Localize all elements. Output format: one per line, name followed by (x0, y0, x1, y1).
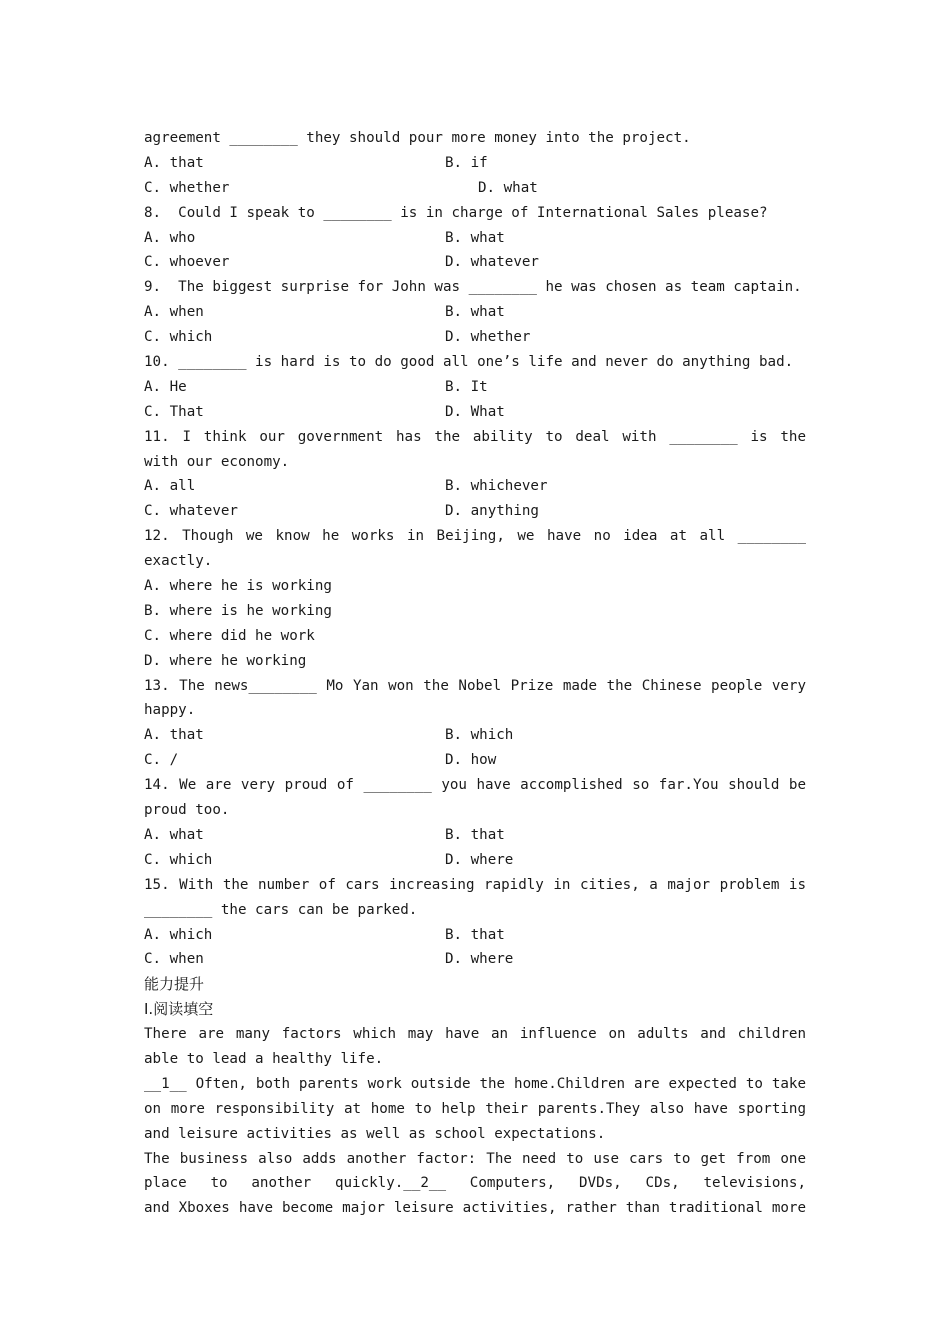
option-d: D. where (445, 851, 514, 868)
option-b: B. that (445, 826, 505, 843)
question-7-options-row-1 (144, 151, 806, 176)
option-b: B. that (445, 926, 505, 943)
worksheet-page (144, 126, 806, 1221)
question-8-options-row-1 (144, 226, 806, 251)
question-10-options-row-1 (144, 375, 806, 400)
section-title: 能力提升 (144, 975, 205, 994)
question-9-options-row-2 (144, 325, 806, 350)
question-9-options-row-1 (144, 300, 806, 325)
question-14-options-row-2 (144, 848, 806, 873)
option-b: B. whichever (445, 478, 548, 495)
option-b: B. what (445, 229, 505, 246)
passage-paragraph-2-line-3: and leisure activities as well as school expectations. (144, 1125, 606, 1142)
question-13-options-row-1 (144, 723, 806, 748)
question-13-stem-line-2: happy. (144, 702, 196, 719)
option-c: C. That (144, 403, 204, 420)
option-c: C. where did he work (144, 627, 315, 644)
question-7-stem: agreement ________ they should pour more money into the project. (144, 130, 691, 146)
option-d: D. anything (445, 503, 539, 520)
passage-paragraph-3-line-3: and Xboxes have become major leisure activities, rather than traditional more (144, 1200, 806, 1217)
question-14-options-row-1 (144, 823, 806, 848)
option-c: C. whether (144, 179, 230, 196)
option-c: C. / (144, 752, 179, 769)
passage-paragraph-2-line-1: __1__ Often, both parents work outside the home.Children are expected to take (144, 1075, 806, 1092)
question-11-options-row-1 (144, 474, 806, 499)
question-11-stem-line-1: 11. I think our government has the ability to deal with ________ is the (144, 428, 806, 445)
question-15-options-row-2 (144, 947, 806, 972)
question-8-options-row-2 (144, 250, 806, 275)
option-b: B. where is he working (144, 602, 332, 619)
question-10-stem: 10. ________ is hard is to do good all one’s life and never do anything bad. (144, 354, 794, 371)
question-8-stem: 8. Could I speak to ________ is in charge of International Sales please? (144, 204, 768, 221)
question-15-stem-line-1: 15. With the number of cars increasing rapidly in cities, a major problem is (144, 876, 806, 893)
option-d: D. what (478, 179, 538, 196)
option-c: C. whoever (144, 254, 230, 271)
option-a: A. that (144, 727, 204, 744)
question-11-options-row-2 (144, 499, 806, 524)
section-subtitle: I.阅读填空 (144, 1000, 214, 1019)
question-13-options-row-2 (144, 748, 806, 773)
passage-paragraph-1-line-2: able to lead a healthy life. (144, 1050, 384, 1067)
question-15-stem-line-2: ________ the cars can be parked. (144, 901, 418, 918)
option-d: D. where (445, 951, 514, 968)
option-a: A. which (144, 926, 213, 943)
option-b: B. what (445, 304, 505, 321)
passage-paragraph-1-line-1: There are many factors which may have an influence on adults and children (144, 1026, 806, 1043)
passage-paragraph-2-line-2: on more responsibility at home to help their parents.They also have sporting (144, 1100, 806, 1117)
question-14-stem-line-1: 14. We are very proud of ________ you have accomplished so far.You should be (144, 777, 806, 794)
option-a: A. who (144, 229, 196, 246)
option-d: D. where he working (144, 652, 307, 669)
option-c: C. which (144, 329, 213, 346)
question-15-options-row-1 (144, 923, 806, 948)
option-b: B. if (445, 154, 488, 171)
question-9-stem: 9. The biggest surprise for John was ________ he was chosen as team captain. (144, 279, 802, 296)
option-d: D. whatever (445, 254, 539, 271)
question-12-stem-line-1: 12. Though we know he works in Beijing, we have no idea at all ________ (144, 528, 806, 545)
option-a: A. all (144, 478, 196, 495)
question-12-stem-line-2: exactly. (144, 553, 213, 570)
question-10-options-row-2 (144, 400, 806, 425)
option-a: A. where he is working (144, 578, 332, 595)
option-d: D. whether (445, 329, 531, 346)
question-14-stem-line-2: proud too. (144, 802, 230, 819)
question-13-stem-line-1: 13. The news________ Mo Yan won the Nobel Prize made the Chinese people very (144, 677, 806, 694)
option-d: D. how (445, 752, 497, 769)
option-c: C. whatever (144, 503, 238, 520)
option-b: B. It (445, 378, 488, 395)
option-d: D. What (445, 403, 505, 420)
option-a: A. what (144, 826, 204, 843)
option-b: B. which (445, 727, 514, 744)
question-11-stem-line-2: with our economy. (144, 453, 290, 470)
option-a: A. He (144, 378, 187, 395)
passage-paragraph-3-line-2: place to another quickly.__2__ Computers, DVDs, CDs, televisions, (144, 1175, 806, 1192)
option-a: A. when (144, 304, 204, 321)
option-c: C. which (144, 851, 213, 868)
passage-paragraph-3-line-1: The business also adds another factor: The need to use cars to get from one (144, 1150, 806, 1167)
option-c: C. when (144, 951, 204, 968)
option-a: A. that (144, 154, 204, 171)
question-7-options-row-2 (144, 176, 806, 201)
